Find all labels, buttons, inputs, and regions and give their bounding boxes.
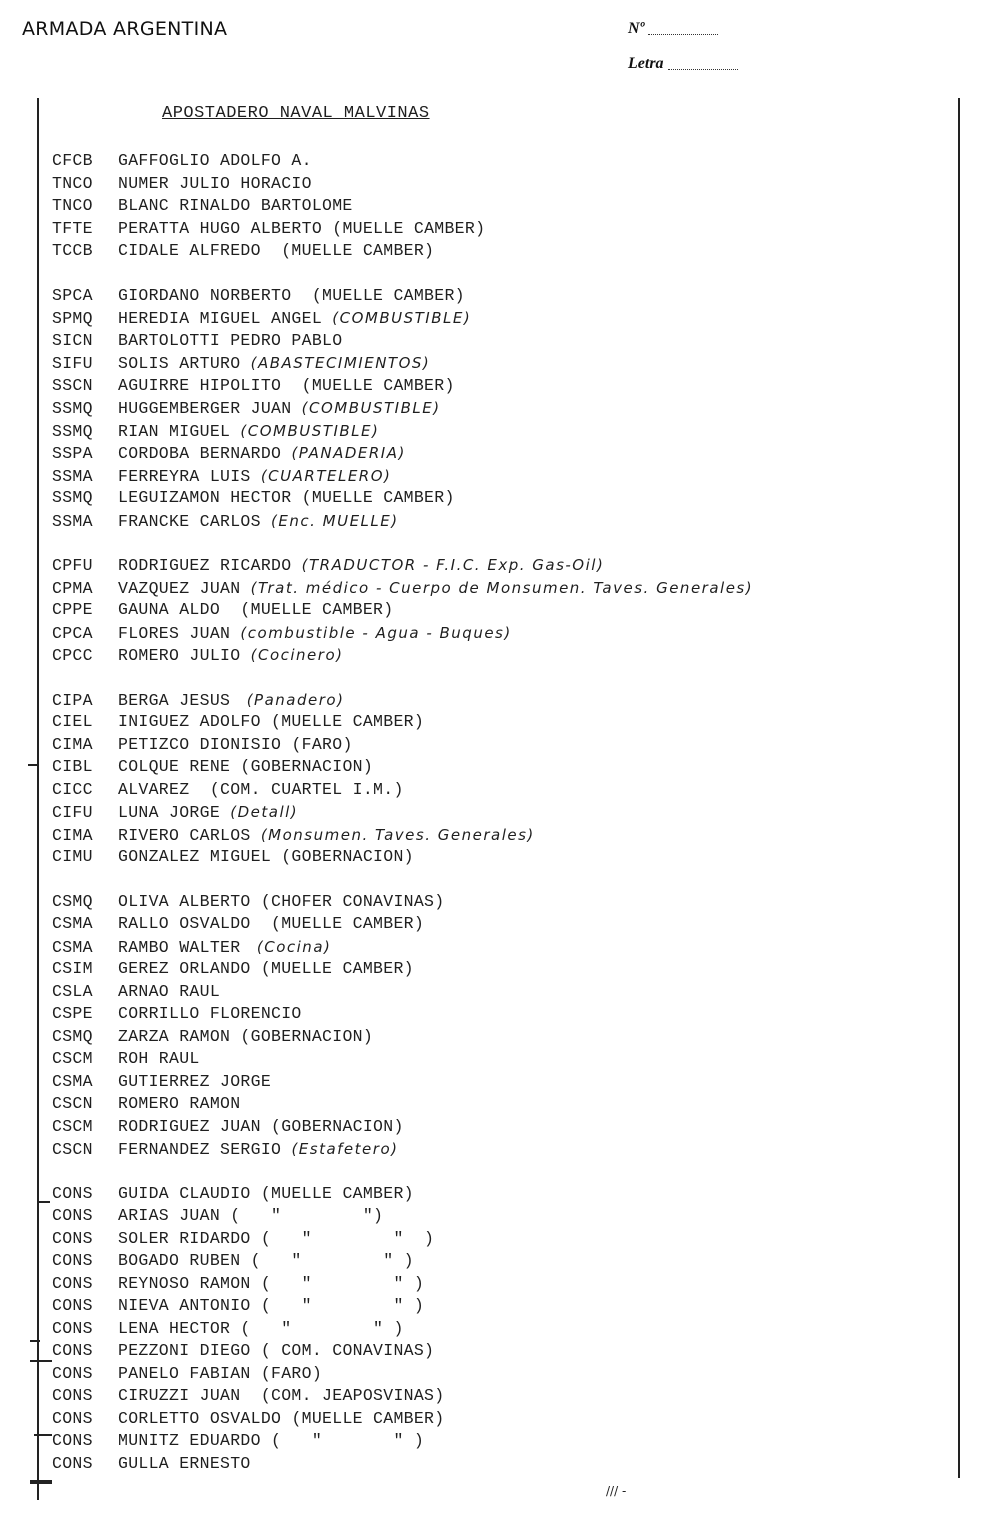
roster-row [52,1295,942,1318]
rank-code: CONS [52,1296,93,1315]
numero-field [628,20,718,38]
rank-code: SICN [52,330,93,350]
roster-row [52,510,942,533]
roster-row [52,756,942,779]
assignment-note: (MUELLE CAMBER) [260,959,414,978]
person-name: CIDALE ALFREDO [118,241,261,260]
roster-row [52,1273,942,1296]
person-name: PANELO FABIAN [118,1363,251,1383]
roster-row [52,1003,942,1026]
rank-code: CSMQ [52,891,93,911]
rank-code: CONS [52,1251,93,1270]
roster-row [52,599,942,622]
roster-row [52,711,942,734]
person-name: ARIAS JUAN [118,1206,221,1225]
person-name: ROH RAUL [118,1049,200,1068]
person-name: GIORDANO NORBERTO [118,285,292,305]
person-name: ARNAO RAUL [118,981,221,1001]
roster-row [52,1453,942,1476]
roster-row [52,1183,942,1206]
rank-code: SSMQ [52,399,93,418]
rank-code: CONS [52,1228,93,1248]
person-name: SOLER RIDARDO [118,1228,251,1248]
roster-row [52,1228,942,1251]
right-margin-line [958,98,960,1478]
person-name: PERATTA HUGO ALBERTO [118,218,323,238]
rank-code: CONS [52,1386,93,1405]
assignment-note: (ABASTECIMIENTOS) [250,354,431,372]
numero-label: Nº [628,20,645,37]
person-name: RIVERO CARLOS [118,825,251,845]
person-name: HUGGEMBERGER JUAN [118,399,292,418]
assignment-note: (CUARTELERO) [260,466,392,485]
rank-code: CONS [52,1453,93,1473]
rank-code: TNCO [52,196,93,215]
assignment-note: (Enc. MUELLE) [271,511,399,530]
roster-group [52,689,942,869]
rank-code: SSCN [52,375,93,395]
rank-code: SSMA [52,511,93,531]
roster-row [52,734,942,757]
assignment-note: (MUELLE CAMBER) [301,488,455,507]
assignment-note: ( " " ) [260,1296,425,1315]
person-name: RODRIGUEZ JUAN [118,1116,261,1136]
roster-row [52,150,942,173]
rank-code: CIEL [52,712,93,731]
person-name: PEZZONI DIEGO [118,1341,251,1360]
roster-row [52,801,942,824]
roster-row [52,1430,942,1453]
person-name: VAZQUEZ JUAN [118,578,241,598]
person-name: BOGADO RUBEN [118,1251,241,1270]
person-name: GUTIERREZ JORGE [118,1071,272,1091]
assignment-note: ( " " ) [250,1251,414,1270]
assignment-note: (Monsumen. Taves. Generales) [260,825,535,844]
assignment-note: (MUELLE CAMBER) [332,218,486,238]
roster-row [52,307,942,330]
tick-mark [34,1434,52,1436]
tick-mark [30,1360,52,1362]
person-name: CORLETTO OSVALDO [118,1408,282,1428]
assignment-note: ( " " ) [260,1228,435,1248]
rank-code: SSMA [52,466,93,486]
continued-mark: /// - [606,1484,627,1498]
person-name: ROMERO RAMON [118,1094,241,1113]
assignment-note: ( " ") [230,1206,384,1225]
roster-row [52,420,942,443]
person-name: BARTOLOTTI PEDRO PABLO [118,330,343,350]
rank-code: SIFU [52,354,93,373]
roster-row [52,442,942,465]
assignment-note: ( " " ) [240,1318,404,1338]
roster-group [52,891,942,1161]
assignment-note: (GOBERNACION) [240,1026,374,1046]
personnel-roster [52,150,942,1497]
person-name: INIGUEZ ADOLFO [118,712,261,731]
letra-field [628,55,738,73]
rank-code: CONS [52,1431,93,1450]
person-name: REYNOSO RAMON [118,1273,251,1293]
rank-code: CIPA [52,690,93,710]
rank-code: CONS [52,1206,93,1225]
assignment-note: (CHOFER CONAVINAS) [260,891,445,911]
roster-row [52,1408,942,1431]
rank-code: CPMA [52,578,93,598]
roster-row [52,1385,942,1408]
person-name: CIRUZZI JUAN [118,1386,241,1405]
person-name: FERREYRA LUIS [118,466,251,486]
rank-code: CSIM [52,959,93,978]
tick-mark [30,1340,40,1342]
assignment-note: ( " " ) [260,1273,425,1293]
person-name: NUMER JULIO HORACIO [118,173,312,193]
assignment-note: (MUELLE CAMBER) [260,914,425,933]
rank-code: CSMA [52,1071,93,1091]
rank-code: CPCC [52,646,93,665]
roster-row [52,1026,942,1049]
numero-blank [648,34,718,35]
roster-row [52,487,942,510]
letra-blank [668,69,738,70]
roster-row [52,891,942,914]
assignment-note: (MUELLE CAMBER) [301,285,465,305]
rank-code: SSMQ [52,488,93,507]
assignment-note: (MUELLE CAMBER) [291,1408,445,1428]
person-name: RIAN MIGUEL [118,421,231,441]
assignment-note: (COMBUSTIBLE) [240,421,380,440]
rank-code: CONS [52,1363,93,1383]
roster-row [52,218,942,241]
person-name: GUIDA CLAUDIO [118,1183,251,1203]
rank-code: CPFU [52,556,93,575]
roster-row [52,577,942,600]
person-name: RAMBO WALTER [118,937,241,957]
person-name: FLORES JUAN [118,623,231,643]
assignment-note: (TRADUCTOR - F.I.C. Exp. Gas-Oil) [301,556,605,574]
organization-header: ARMADA ARGENTINA [22,18,228,40]
document-title: APOSTADERO NAVAL MALVINAS [162,104,430,123]
roster-row [52,1250,942,1273]
rank-code: SSMQ [52,421,93,441]
person-name: FRANCKE CARLOS [118,511,261,531]
roster-row [52,1363,942,1386]
rank-code: CIMU [52,847,93,866]
roster-row [52,352,942,375]
rank-code: CSLA [52,981,93,1001]
person-name: GAUNA ALDO [118,600,221,619]
rank-code: CONS [52,1273,93,1293]
left-margin-line [37,98,39,1500]
assignment-note: (Detall) [230,803,299,821]
rank-code: CONS [52,1341,93,1360]
assignment-note: (GOBERNACION) [240,757,374,776]
person-name: SOLIS ARTURO [118,354,241,373]
person-name: RODRIGUEZ RICARDO [118,556,292,575]
rank-code: CONS [52,1318,93,1338]
assignment-note: (MUELLE CAMBER) [271,712,425,731]
person-name: GONZALEZ MIGUEL [118,847,272,866]
roster-row [52,936,942,959]
rank-code: CONS [52,1408,93,1428]
assignment-note: ( " " ) [271,1431,425,1450]
person-name: ZARZA RAMON [118,1026,231,1046]
roster-row [52,913,942,936]
person-name: BLANC RINALDO BARTOLOME [118,196,353,215]
assignment-note: (PANADERIA) [291,444,406,462]
rank-code: CSMA [52,914,93,933]
person-name: LEGUIZAMON HECTOR [118,488,292,507]
person-name: LENA HECTOR [118,1318,231,1338]
roster-row [52,397,942,420]
rank-code: TFTE [52,218,93,238]
roster-row [52,779,942,802]
roster-row [52,330,942,353]
roster-row [52,689,942,712]
roster-group [52,554,942,667]
assignment-note: (Trat. médico - Cuerpo de Monsumen. Taves. Generales) [250,578,754,597]
person-name: GEREZ ORLANDO [118,959,251,978]
assignment-note: (MUELLE CAMBER) [291,375,455,395]
roster-row [52,285,942,308]
person-name: RALLO OSVALDO [118,914,251,933]
roster-row [52,195,942,218]
assignment-note: (Cocinero) [250,646,344,664]
assignment-note: (Estafetero) [291,1140,399,1158]
person-name: PETIZCO DIONISIO [118,734,282,754]
roster-row [52,240,942,263]
person-name: CORDOBA BERNARDO [118,444,282,463]
roster-row [52,465,942,488]
person-name: LUNA JORGE [118,803,221,822]
person-name: CORRILLO FLORENCIO [118,1004,302,1023]
person-name: OLIVA ALBERTO [118,891,251,911]
person-name: GULLA ERNESTO [118,1453,251,1473]
rank-code: CIFU [52,803,93,822]
assignment-note: (MUELLE CAMBER) [271,241,435,260]
rank-code: CSMQ [52,1026,93,1046]
roster-row [52,1093,942,1116]
person-name: ROMERO JULIO [118,646,241,665]
roster-row [52,1205,942,1228]
rank-code: CIMA [52,734,93,754]
rank-code: TCCB [52,241,93,260]
rank-code: SSPA [52,444,93,463]
person-name: HEREDIA MIGUEL ANGEL [118,309,323,328]
roster-group [52,285,942,533]
roster-row [52,1340,942,1363]
person-name: GAFFOGLIO ADOLFO A. [118,151,312,170]
roster-row [52,173,942,196]
roster-row [52,981,942,1004]
roster-row [52,1116,942,1139]
assignment-note: (GOBERNACION) [271,1116,404,1136]
tick-mark [38,1201,50,1203]
roster-row [52,1048,942,1071]
rank-code: TNCO [52,173,93,193]
rank-code: CIMA [52,825,93,845]
rank-code: CSCM [52,1049,93,1068]
rank-code: CPPE [52,600,93,619]
assignment-note: (COM. JEAPOSVINAS) [250,1386,445,1405]
rank-code: CIBL [52,757,93,776]
tick-mark [28,764,38,766]
person-name: ALVAREZ [118,779,190,799]
person-name: FERNANDEZ SERGIO [118,1140,282,1159]
roster-row [52,622,942,645]
roster-group [52,1183,942,1476]
assignment-note: (MUELLE CAMBER) [230,600,394,619]
roster-group [52,150,942,263]
roster-row [52,1071,942,1094]
letra-label: Letra [628,55,664,72]
assignment-note: (COMBUSTIBLE) [301,399,441,417]
roster-row [52,824,942,847]
rank-code: SPMQ [52,309,93,328]
person-name: COLQUE RENE [118,757,231,776]
assignment-note: (combustible - Agua - Buques) [240,623,512,642]
rank-code: CFCB [52,151,93,170]
tick-mark [30,1480,52,1484]
roster-row [52,375,942,398]
roster-row [52,1318,942,1341]
rank-code: CONS [52,1183,93,1203]
rank-code: SPCA [52,285,93,305]
assignment-note: (Cocina) [250,937,332,956]
person-name: BERGA JESUS [118,690,231,710]
roster-row [52,846,942,869]
rank-code: CPCA [52,623,93,643]
assignment-note: (COMBUSTIBLE) [332,309,472,327]
assignment-note: (COM. CUARTEL I.M.) [199,779,404,799]
rank-code: CSPE [52,1004,93,1023]
rank-code: CSCN [52,1094,93,1113]
assignment-note: (FARO) [291,734,353,754]
assignment-note: (MUELLE CAMBER) [260,1183,414,1203]
person-name: NIEVA ANTONIO [118,1296,251,1315]
rank-code: CSCN [52,1140,93,1159]
roster-row [52,1138,942,1161]
person-name: MUNITZ EDUARDO [118,1431,261,1450]
assignment-note: (GOBERNACION) [281,847,414,866]
roster-row [52,554,942,577]
roster-row [52,644,942,667]
roster-row [52,958,942,981]
rank-code: CICC [52,779,93,799]
rank-code: CSCM [52,1116,93,1136]
rank-code: CSMA [52,937,93,957]
assignment-note: (Panadero) [240,690,345,709]
assignment-note: (FARO) [260,1363,323,1383]
assignment-note: ( COM. CONAVINAS) [260,1341,435,1360]
person-name: AGUIRRE HIPOLITO [118,375,282,395]
